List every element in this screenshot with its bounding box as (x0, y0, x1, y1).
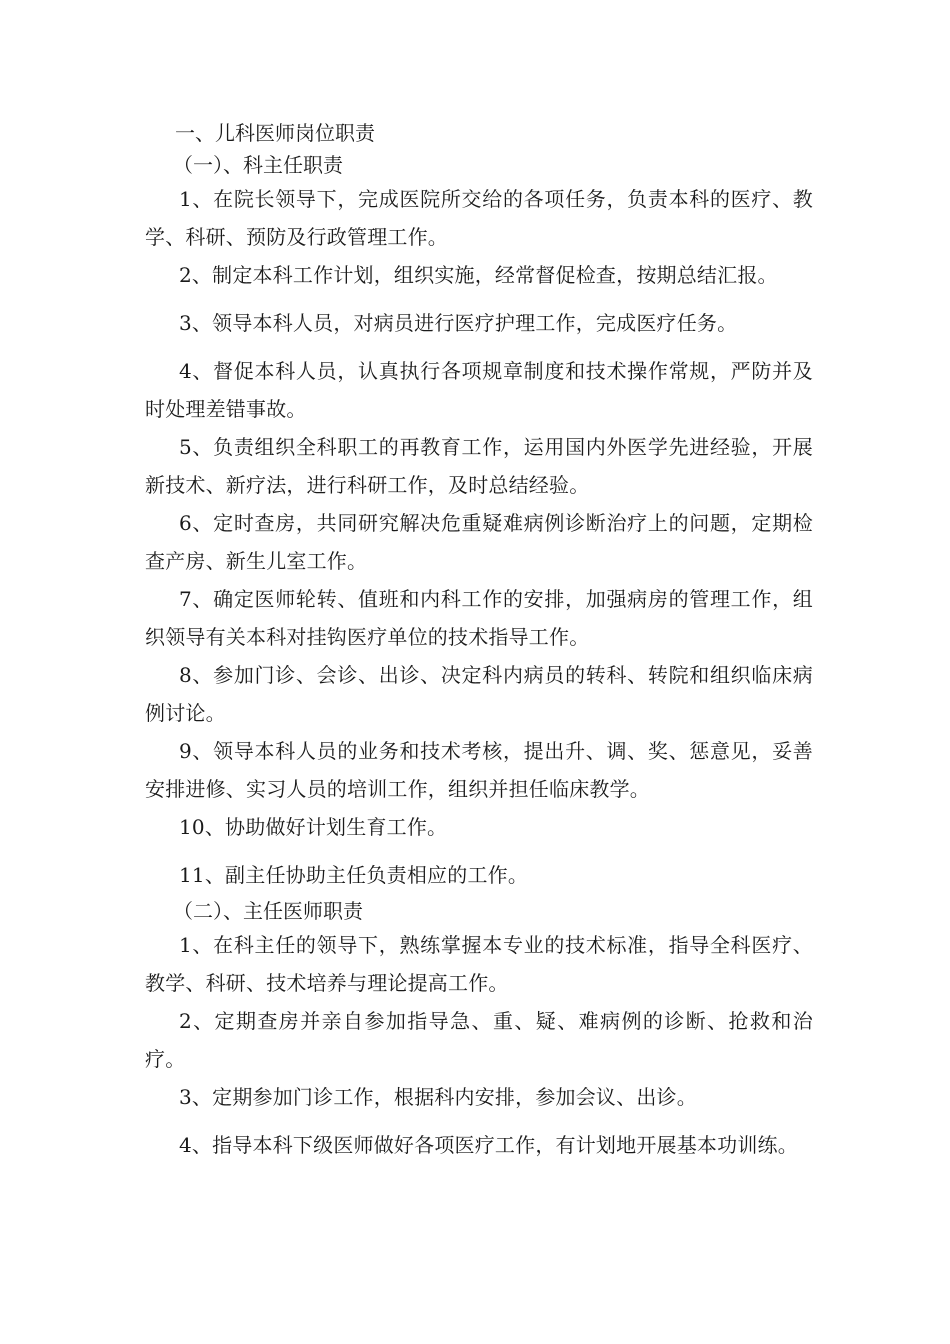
list-item: 4、督促本科人员，认真执行各项规章制度和技术操作常规，严防并及时处理差错事故。 (145, 359, 813, 421)
list-item: 9、领导本科人员的业务和技术考核，提出升、调、奖、惩意见，妥善安排进修、实习人员的培训工作，组织并担任临床教学。 (145, 739, 813, 801)
section-heading: （二）、主任医师职责 (173, 899, 363, 923)
list-item: 5、负责组织全科职工的再教育工作，运用国内外医学先进经验，开展新技术、新疗法，进行科研工作，及时总结经验。 (145, 435, 813, 497)
list-item: 4、指导本科下级医师做好各项医疗工作，有计划地开展基本功训练。 (179, 1133, 798, 1157)
list-item: 2、定期查房并亲自参加指导急、重、疑、难病例的诊断、抢救和治疗。 (145, 1009, 813, 1071)
list-item: 8、参加门诊、会诊、出诊、决定科内病员的转科、转院和组织临床病例讨论。 (145, 663, 813, 725)
list-item: 3、定期参加门诊工作，根据科内安排，参加会议、出诊。 (179, 1085, 697, 1109)
list-item: 6、定时查房，共同研究解决危重疑难病例诊断治疗上的问题，定期检查产房、新生儿室工作。 (145, 511, 813, 573)
list-item: 10、协助做好计划生育工作。 (179, 815, 448, 839)
document-body (145, 118, 813, 1164)
list-item: 11、副主任协助主任负责相应的工作。 (179, 863, 529, 887)
list-item: 2、制定本科工作计划，组织实施，经常督促检查，按期总结汇报。 (179, 263, 778, 287)
list-item: 1、在科主任的领导下，熟练掌握本专业的技术标准，指导全科医疗、教学、科研、技术培养与理论提高工作。 (145, 933, 813, 995)
document-title: 一、儿科医师岗位职责 (175, 121, 375, 145)
list-item: 3、领导本科人员，对病员进行医疗护理工作，完成医疗任务。 (179, 311, 738, 335)
list-item: 1、在院长领导下，完成医院所交给的各项任务，负责本科的医疗、教学、科研、预防及行政管理工作。 (145, 187, 813, 249)
section-heading: （一）、科主任职责 (173, 153, 343, 177)
list-item: 7、确定医师轮转、值班和内科工作的安排，加强病房的管理工作，组织领导有关本科对挂钩医疗单位的技术指导工作。 (145, 587, 813, 649)
